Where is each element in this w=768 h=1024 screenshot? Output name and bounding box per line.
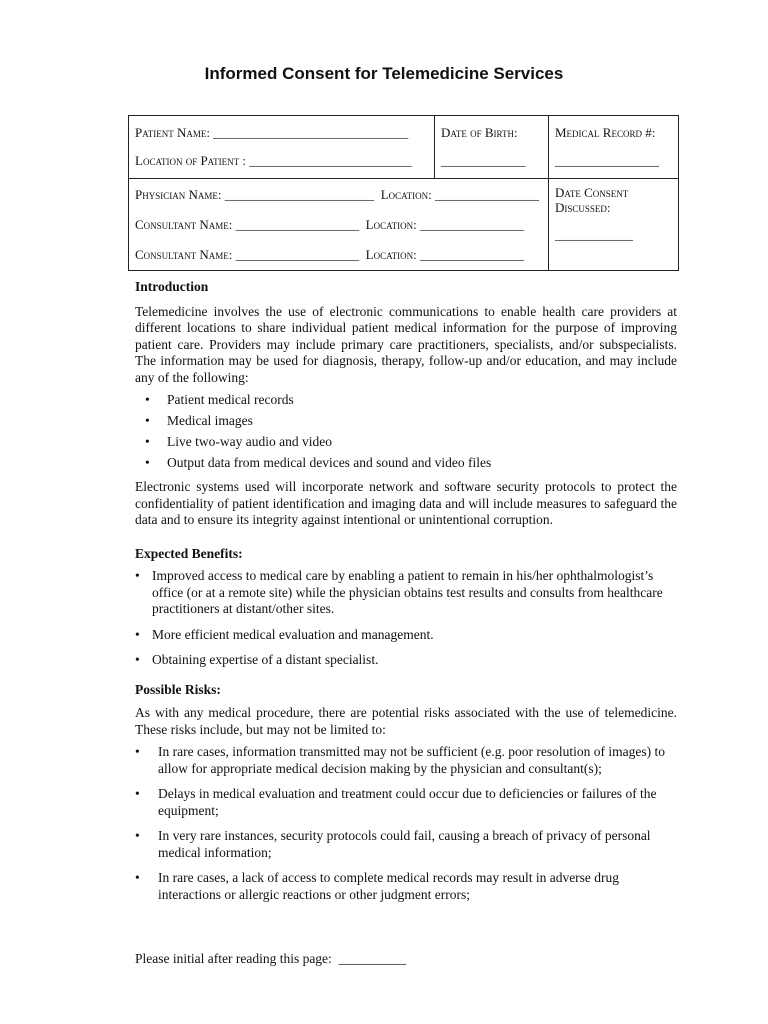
list-item: • Patient medical records — [135, 389, 677, 410]
physician-name-field[interactable]: _______________________ — [224, 187, 375, 202]
benefits-heading: Expected Benefits: — [135, 545, 243, 561]
location-of-patient-field[interactable]: _________________________ — [249, 153, 412, 168]
consultant-name-label: Consultant Name: — [135, 247, 233, 262]
introduction-heading: Introduction — [135, 279, 209, 294]
medical-record-field[interactable]: ________________ — [555, 153, 659, 168]
list-item: • Obtaining expertise of a distant specialist. — [135, 652, 677, 669]
physician-location-field[interactable]: ________________ — [435, 187, 540, 202]
initial-field[interactable]: __________ — [338, 951, 407, 966]
list-item: • Live two-way audio and video — [135, 431, 677, 452]
benefits-list — [135, 568, 677, 669]
patient-name-field[interactable]: ______________________________ — [213, 125, 409, 140]
consultant-location-label: Location: — [365, 217, 417, 232]
initial-label: Please initial after reading this page: — [135, 951, 332, 966]
date-of-birth-label: Date of Birth: — [441, 125, 518, 140]
physician-location-label: Location: — [380, 187, 432, 202]
date-of-birth-field[interactable]: _____________ — [441, 153, 526, 168]
list-item: • In rare cases, information transmitted may not be sufficient (e.g. poor resolution of images) to allow for appropriate medical decision making by the physician and consultant(s); — [135, 744, 677, 777]
consultant-location-field[interactable]: ________________ — [419, 217, 524, 232]
security-paragraph: Electronic systems used will incorporate network and software security protocols to protect the confidentiality of patient identification and imaging data and will include measures to safeguard the data and to ensure its integrity against intentional or unintentional corruption. — [135, 479, 677, 527]
list-item: • Medical images — [135, 410, 677, 431]
document-title: Informed Consent for Telemedicine Services — [204, 64, 564, 83]
physician-name-label: Physician Name: — [135, 187, 222, 202]
list-item: • Output data from medical devices and sound and video files — [135, 452, 677, 473]
risks-heading: Possible Risks: — [135, 681, 221, 697]
date-consent-field[interactable]: ____________ — [555, 227, 633, 242]
list-item: • More efficient medical evaluation and management. — [135, 627, 677, 644]
date-consent-label: Date Consent — [555, 185, 629, 200]
introduction-list — [135, 389, 677, 473]
initial-footer — [135, 951, 677, 968]
date-consent-cell — [549, 179, 679, 271]
risks-intro: As with any medical procedure, there are potential risks associated with the use of telemedicine. These risks include, but may not be limited to: — [135, 705, 677, 737]
patient-info-form — [128, 115, 679, 271]
consultant-name-label: Consultant Name: — [135, 217, 233, 232]
consultant-name-field[interactable]: ___________________ — [235, 247, 360, 262]
date-consent-label-2: Discussed: — [555, 200, 611, 215]
list-item: • Delays in medical evaluation and treatment could occur due to deficiencies or failures of the equipment; — [135, 786, 677, 819]
consultant-location-field[interactable]: ________________ — [419, 247, 524, 262]
list-item: • In very rare instances, security protocols could fail, causing a breach of privacy of personal medical information; — [135, 828, 677, 861]
list-item: • In rare cases, a lack of access to complete medical records may result in adverse drug interactions or allergic reactions or other judgment errors; — [135, 870, 677, 903]
consultant-name-field[interactable]: ___________________ — [235, 217, 360, 232]
risks-list — [135, 744, 677, 903]
medical-record-label: Medical Record #: — [555, 125, 656, 140]
introduction-paragraph: Telemedicine involves the use of electronic communications to enable health care providers at different locations to share individual patient medical information for the purpose of improving patient care. Providers may include primary care practitioners, specialists, and/or subspecialists. The information may be used for diagnosis, therapy, follow-up and/or education, and may include any of the following: — [135, 303, 677, 385]
list-item: • Improved access to medical care by enabling a patient to remain in his/her ophthalmologist’s office (or at a remote site) while the physician obtains test results and consults from healthcare practitioners at distant/other sites. — [135, 568, 677, 618]
patient-cell — [129, 116, 435, 179]
body-content — [135, 279, 677, 912]
dob-cell — [435, 116, 549, 179]
consultant-location-label: Location: — [365, 247, 417, 262]
mrn-cell — [549, 116, 679, 179]
location-of-patient-label: Location of Patient : — [135, 153, 247, 168]
patient-name-label: Patient Name: — [135, 125, 210, 140]
providers-cell — [129, 179, 549, 271]
